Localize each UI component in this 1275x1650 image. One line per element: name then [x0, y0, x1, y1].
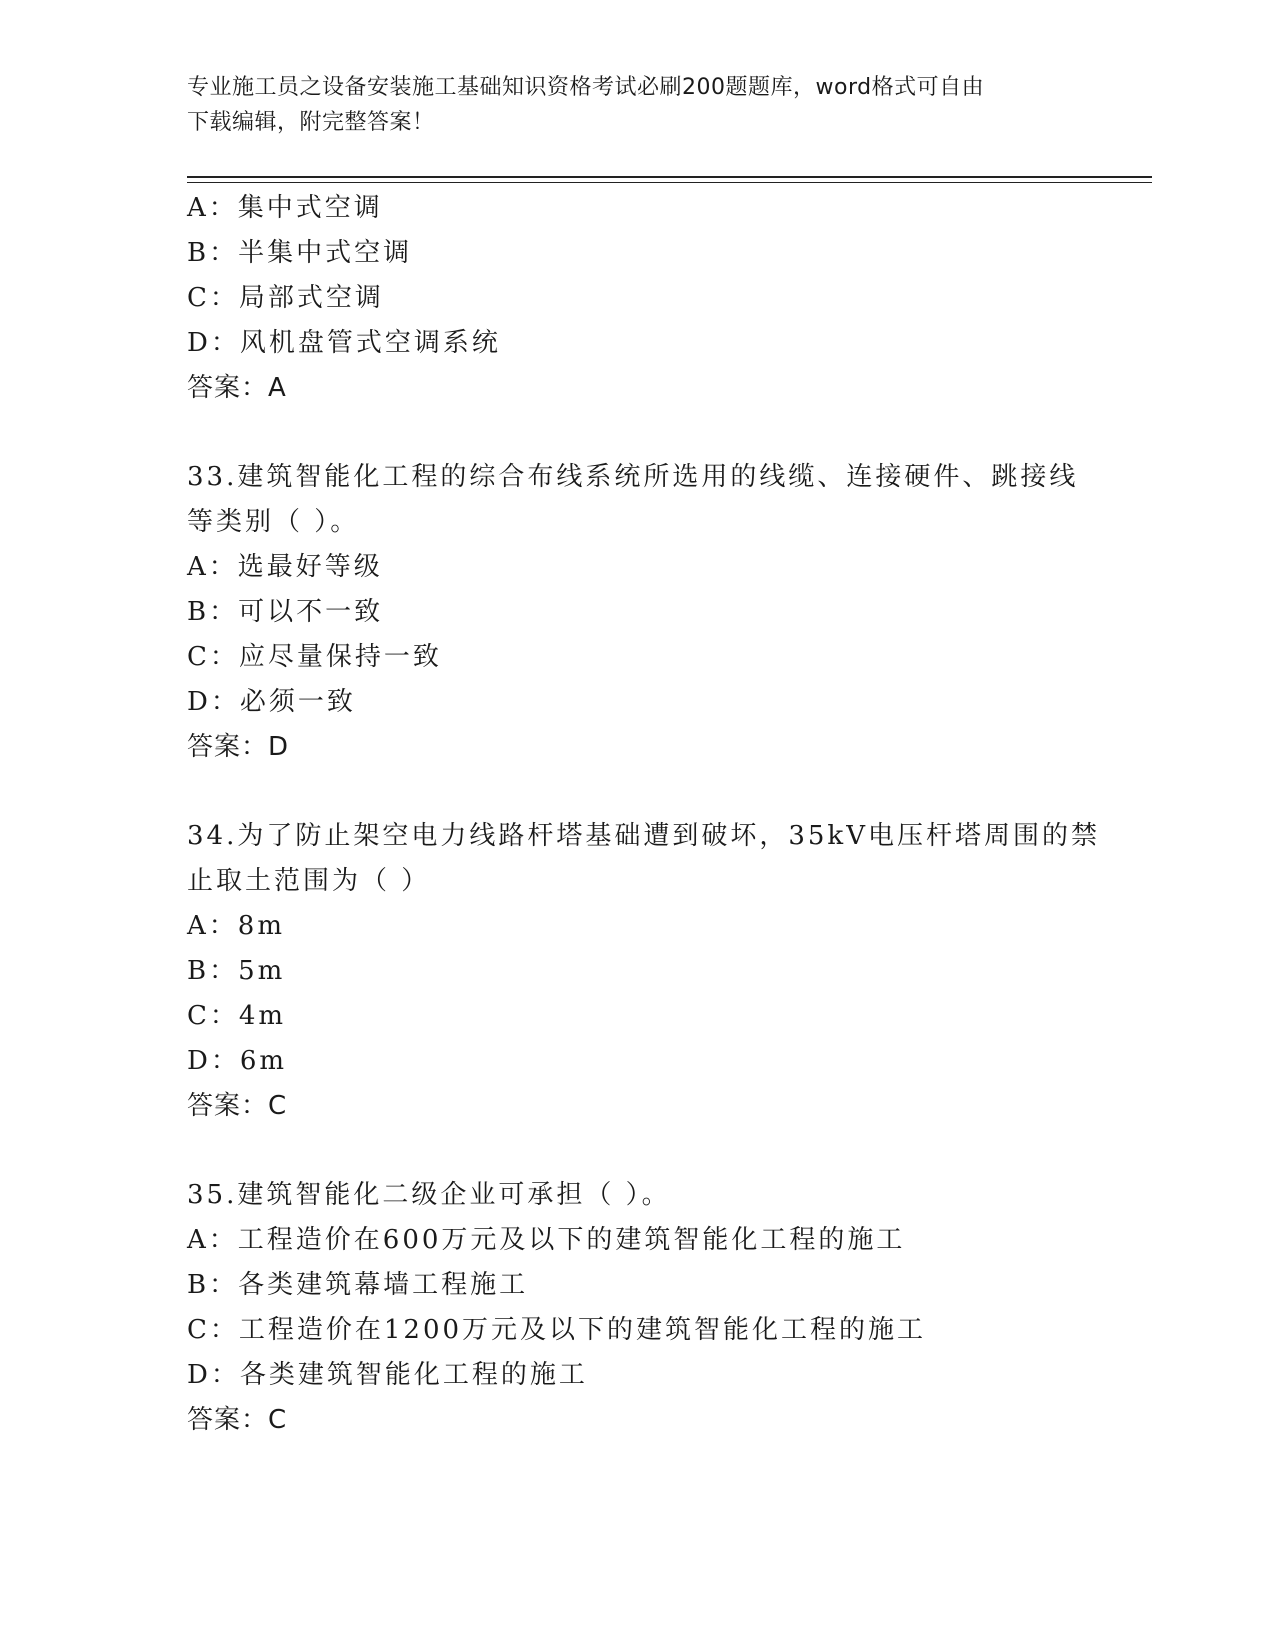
question-stem-cont: 等类别（ ）。 — [187, 507, 360, 537]
option-d: D：各类建筑智能化工程的施工 — [187, 1360, 588, 1390]
option-b: B：半集中式空调 — [187, 238, 413, 268]
option-a: A：工程造价在600万元及以下的建筑智能化工程的施工 — [187, 1225, 906, 1255]
question-stem-cont: 止取土范围为（ ） — [187, 866, 431, 896]
document-header — [187, 70, 1067, 140]
answer: 答案：A — [187, 373, 287, 403]
question-stem: 35.建筑智能化二级企业可承担（ ）。 — [187, 1180, 671, 1210]
option-a: A：选最好等级 — [187, 552, 383, 582]
answer: 答案：D — [187, 732, 290, 762]
header-line-1: 专业施工员之设备安装施工基础知识资格考试必刷200题题库，word格式可自由 — [187, 75, 985, 100]
option-c: C：4m — [187, 1001, 287, 1031]
header-rule-thin — [187, 182, 1152, 183]
header-line-2: 下载编辑，附完整答案！ — [187, 110, 435, 135]
question-stem: 34.为了防止架空电力线路杆塔基础遭到破坏，35kV电压杆塔周围的禁 — [187, 821, 1100, 851]
option-c: C：应尽量保持一致 — [187, 642, 442, 672]
option-d: D：风机盘管式空调系统 — [187, 328, 501, 358]
option-a: A：8m — [187, 911, 285, 941]
option-b: B：可以不一致 — [187, 597, 384, 627]
question-32 — [187, 186, 1087, 411]
answer: 答案：C — [187, 1405, 288, 1435]
option-b: B：各类建筑幕墙工程施工 — [187, 1270, 529, 1300]
option-b: B：5m — [187, 956, 286, 986]
option-c: C：局部式空调 — [187, 283, 384, 313]
answer: 答案：C — [187, 1091, 288, 1121]
option-d: D：必须一致 — [187, 687, 356, 717]
question-33 — [187, 455, 1087, 770]
question-34 — [187, 814, 1100, 1129]
option-d: D：6m — [187, 1046, 288, 1076]
question-content — [187, 186, 1100, 1443]
header-rule-thick — [187, 176, 1152, 178]
option-c: C：工程造价在1200万元及以下的建筑智能化工程的施工 — [187, 1315, 927, 1345]
option-a: A：集中式空调 — [187, 193, 383, 223]
question-stem: 33.建筑智能化工程的综合布线系统所选用的线缆、连接硬件、跳接线 — [187, 462, 1079, 492]
question-35 — [187, 1173, 1087, 1443]
